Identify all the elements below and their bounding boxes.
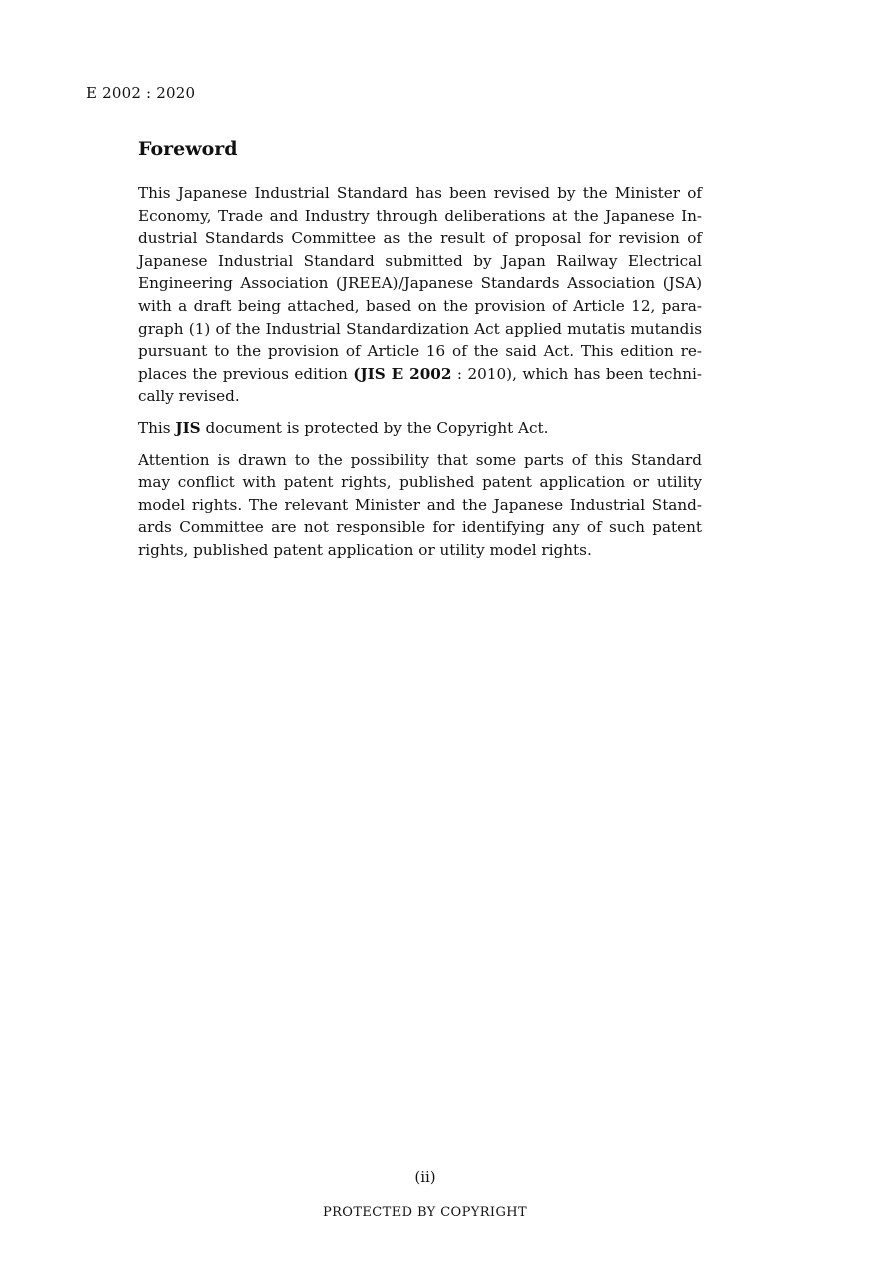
copyright-notice: PROTECTED BY COPYRIGHT: [322, 1205, 528, 1220]
foreword-paragraph-revision: [138, 182, 702, 408]
previous-edition-year: : 2010): [451, 364, 513, 383]
revision-text: This Japanese Industrial Standard has been revised by the Minister of Economy, Trade and Industry through deliberations at the Japanese Industrial Standards Committee as the result of proposal for revision of Japanese Industrial Standard submitted by Japan Railway Electrical Engineering Association (JREEA)/Japanese Standards Association (JSA) with a draft being attached, based on the provision of Article 12, paragraph (1) of the Industrial Standardization Act applied mutatis mutandis pursuant to the provision of Article 16 of the said Act. This edition replaces the previous edition: [138, 184, 702, 383]
section-title: Foreword: [138, 138, 238, 160]
copyright-prefix: This: [138, 418, 176, 437]
previous-edition-open-paren: (: [353, 364, 361, 383]
foreword-paragraph-copyright: [138, 417, 702, 440]
revision-tail: , which has been technically revised.: [138, 364, 702, 406]
previous-edition-reference: JIS E 2002: [360, 364, 452, 383]
page-number: (ii): [414, 1168, 436, 1186]
document-code: E 2002 : 2020: [86, 84, 196, 102]
copyright-suffix: document is protected by the Copyright Act.: [200, 418, 549, 437]
foreword-paragraph-patent: Attention is drawn to the possibility that some parts of this Standard may conflict with patent rights, published patent application or utility model rights. The relevant Minister and the Japanese Industrial Standards Committee are not responsible for identifying any of such patent rights, published patent application or utility model rights.: [138, 450, 702, 559]
foreword-section: [138, 136, 702, 571]
jis-mark: JIS: [175, 418, 201, 437]
